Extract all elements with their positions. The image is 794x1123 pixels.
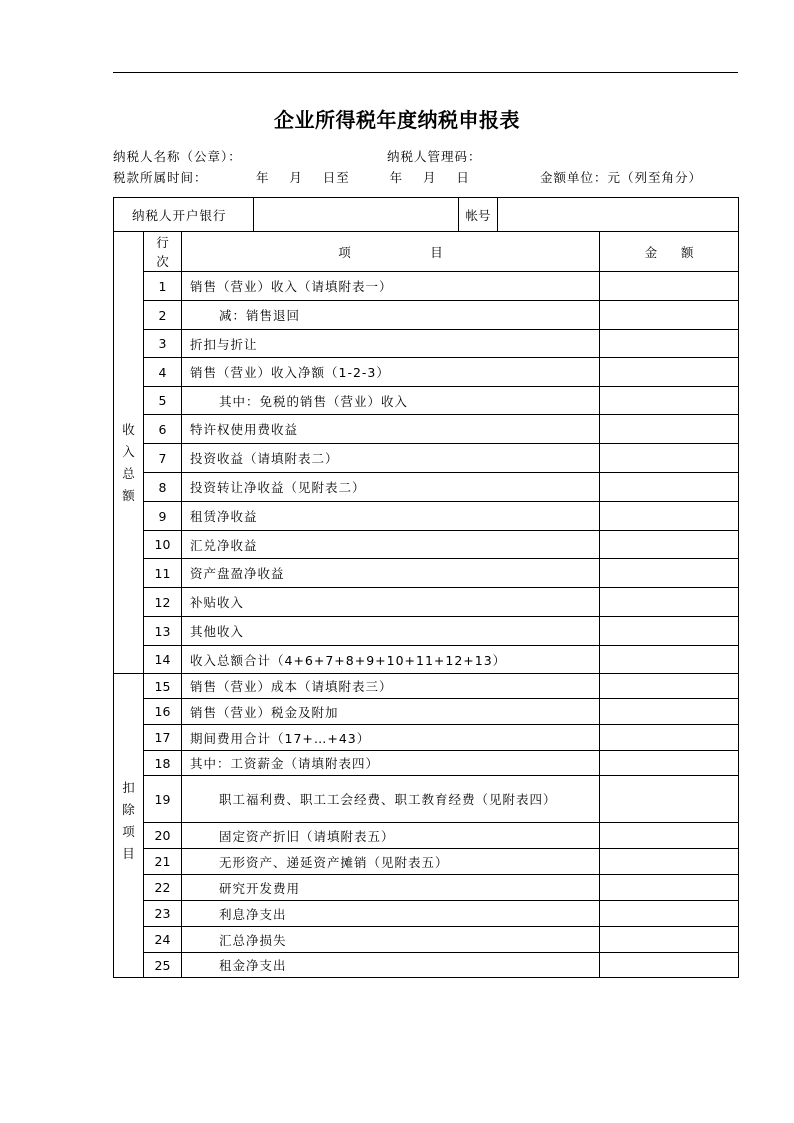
line-number: 11	[144, 559, 182, 588]
amount-cell[interactable]	[600, 559, 739, 588]
table-row	[114, 751, 739, 776]
account-value-cell[interactable]	[498, 198, 739, 232]
amount-cell[interactable]	[600, 330, 739, 358]
line-number: 15	[144, 674, 182, 699]
line-number: 5	[144, 387, 182, 415]
line-no-header-ch1: 行	[156, 234, 169, 250]
line-no-header	[144, 232, 182, 272]
amount-cell[interactable]	[600, 849, 739, 875]
table-row	[114, 531, 739, 559]
item-label: 无形资产、递延资产摊销（见附表五）	[182, 849, 600, 875]
line-number: 21	[144, 849, 182, 875]
line-number: 10	[144, 531, 182, 559]
line-number: 19	[144, 776, 182, 823]
item-header: 项 目	[182, 232, 600, 272]
table-row	[114, 559, 739, 588]
tax-period-label: 税款所属时间：	[113, 170, 208, 185]
item-label: 投资收益（请填附表二）	[182, 444, 600, 473]
item-label: 减：销售退回	[182, 301, 600, 330]
bank-row	[114, 198, 739, 232]
taxpayer-code-label: 纳税人管理码：	[387, 149, 482, 164]
item-label: 其中：工资薪金（请填附表四）	[182, 751, 600, 776]
table-row	[114, 301, 739, 330]
line-number: 3	[144, 330, 182, 358]
item-label: 租赁净收益	[182, 502, 600, 531]
table-row	[114, 646, 739, 674]
amount-cell[interactable]	[600, 823, 739, 849]
amount-cell[interactable]	[600, 901, 739, 927]
table-row	[114, 927, 739, 953]
item-label: 汇兑净收益	[182, 531, 600, 559]
section-header-cell	[114, 232, 144, 272]
table-row	[114, 358, 739, 387]
table-row	[114, 444, 739, 473]
item-label: 汇总净损失	[182, 927, 600, 953]
taxpayer-name-label: 纳税人名称（公章）：	[113, 149, 242, 164]
amount-cell[interactable]	[600, 751, 739, 776]
table-row	[114, 849, 739, 875]
line-number: 2	[144, 301, 182, 330]
amount-cell[interactable]	[600, 272, 739, 301]
item-label: 资产盘盈净收益	[182, 559, 600, 588]
line-number: 22	[144, 875, 182, 901]
declaration-table	[113, 197, 739, 978]
form-title: 企业所得税年度纳税申报表	[274, 108, 520, 132]
line-number: 16	[144, 699, 182, 725]
line-no-header-ch2: 次	[156, 253, 169, 269]
section-name-char: 除	[122, 802, 135, 817]
amount-cell[interactable]	[600, 502, 739, 531]
table-row	[114, 725, 739, 751]
item-label: 折扣与折让	[182, 330, 600, 358]
section-income-total	[114, 272, 144, 674]
column-header-row	[114, 232, 739, 272]
tax-period-dates: 年 月 日至 年 月 日	[256, 170, 470, 185]
line-number: 17	[144, 725, 182, 751]
item-label: 特许权使用费收益	[182, 415, 600, 444]
item-label: 收入总额合计（4+6+7+8+9+10+11+12+13）	[182, 646, 600, 674]
item-label: 补贴收入	[182, 588, 600, 617]
line-number: 24	[144, 927, 182, 953]
amount-cell[interactable]	[600, 725, 739, 751]
line-number: 25	[144, 953, 182, 978]
amount-header: 金 额	[600, 232, 739, 272]
amount-cell[interactable]	[600, 473, 739, 502]
amount-cell[interactable]	[600, 588, 739, 617]
line-number: 13	[144, 617, 182, 646]
table-row	[114, 875, 739, 901]
amount-cell[interactable]	[600, 646, 739, 674]
item-label: 固定资产折旧（请填附表五）	[182, 823, 600, 849]
table-row	[114, 953, 739, 978]
item-label: 销售（营业）成本（请填附表三）	[182, 674, 600, 699]
table-row	[114, 387, 739, 415]
table-row	[114, 901, 739, 927]
table-row	[114, 588, 739, 617]
item-label: 销售（营业）税金及附加	[182, 699, 600, 725]
line-number: 23	[144, 901, 182, 927]
item-label: 销售（营业）收入（请填附表一）	[182, 272, 600, 301]
amount-cell[interactable]	[600, 699, 739, 725]
amount-cell[interactable]	[600, 358, 739, 387]
item-label: 期间费用合计（17+…+43）	[182, 725, 600, 751]
item-label: 利息净支出	[182, 901, 600, 927]
item-label: 投资转让净收益（见附表二）	[182, 473, 600, 502]
section-name-char: 入	[122, 444, 135, 460]
line-number: 6	[144, 415, 182, 444]
table-row	[114, 823, 739, 849]
amount-cell[interactable]	[600, 415, 739, 444]
bank-value-cell[interactable]	[254, 198, 459, 232]
table-row	[114, 272, 739, 301]
section-name-char: 目	[122, 846, 135, 861]
amount-cell[interactable]	[600, 301, 739, 330]
table-row	[114, 776, 739, 823]
account-label: 帐号	[459, 198, 498, 232]
section-name-char: 项	[122, 824, 135, 839]
line-number: 20	[144, 823, 182, 849]
amount-cell[interactable]	[600, 674, 739, 699]
table-row	[114, 502, 739, 531]
amount-cell[interactable]	[600, 953, 739, 978]
top-rule	[113, 72, 738, 73]
line-number: 9	[144, 502, 182, 531]
line-number: 8	[144, 473, 182, 502]
line-number: 4	[144, 358, 182, 387]
amount-cell[interactable]	[600, 875, 739, 901]
item-label: 其中：免税的销售（营业）收入	[182, 387, 600, 415]
line-number: 18	[144, 751, 182, 776]
amount-cell[interactable]	[600, 617, 739, 646]
section-name-char: 扣	[122, 780, 135, 795]
amount-cell[interactable]	[600, 531, 739, 559]
line-number: 1	[144, 272, 182, 301]
item-label: 职工福利费、职工工会经费、职工教育经费（见附表四）	[182, 776, 600, 823]
bank-label: 纳税人开户银行	[114, 198, 254, 232]
table-row	[114, 330, 739, 358]
table-row	[114, 617, 739, 646]
table-row	[114, 415, 739, 444]
section-name-char: 总	[122, 466, 135, 482]
line-number: 14	[144, 646, 182, 674]
amount-unit-label: 金额单位：元（列至角分）	[540, 170, 703, 185]
amount-cell[interactable]	[600, 444, 739, 473]
item-label: 租金净支出	[182, 953, 600, 978]
amount-cell[interactable]	[600, 387, 739, 415]
amount-cell[interactable]	[600, 927, 739, 953]
section-deductions	[114, 674, 144, 978]
section-name-char: 收	[122, 422, 135, 438]
table-row	[114, 473, 739, 502]
amount-cell[interactable]	[600, 776, 739, 823]
item-label: 研究开发费用	[182, 875, 600, 901]
section-name-char: 额	[122, 488, 135, 504]
item-label: 销售（营业）收入净额（1-2-3）	[182, 358, 600, 387]
line-number: 7	[144, 444, 182, 473]
table-row	[114, 674, 739, 699]
table-row	[114, 699, 739, 725]
line-number: 12	[144, 588, 182, 617]
item-label: 其他收入	[182, 617, 600, 646]
